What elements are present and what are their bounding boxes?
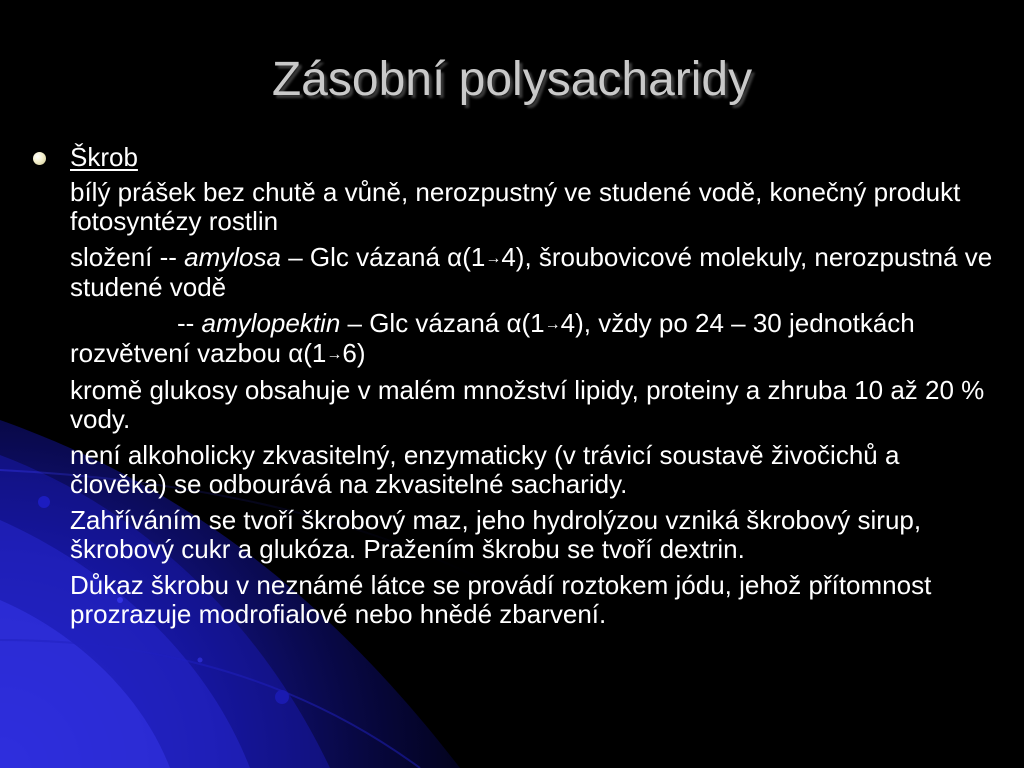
paragraph-amylosa xyxy=(70,243,1000,302)
arrow-icon: → xyxy=(544,316,561,333)
paragraph-amylopektin xyxy=(70,309,1000,369)
amylopektin-suffix: 6) xyxy=(342,338,366,368)
bullet-item-skrob xyxy=(30,142,1000,172)
amylosa-prefix: složení -- xyxy=(70,242,185,272)
amylopektin-mid2: 4), vždy po 24 – 30 jednotkách rozvětvení vazbou α(1 xyxy=(70,308,915,368)
paragraph-iodine-test: Důkaz škrobu v neznámé látce se provádí roztokem jódu, jehož přítomnost prozrazuje modrofialové nebo hnědé zbarvení. xyxy=(70,570,932,629)
paragraph-fermentation: není alkoholicky zkvasitelný, enzymaticky (v trávicí soustavě živočichů a člověka) se odbourává na zkvasitelné sacharidy. xyxy=(70,440,900,499)
bullet-dot-icon xyxy=(33,152,46,165)
bullet-text: Škrob xyxy=(70,142,138,172)
paragraph-composition: kromě glukosy obsahuje v malém množství lipidy, proteiny a zhruba 10 až 20 % vody. xyxy=(70,375,985,434)
slide-title: Zásobní polysacharidy xyxy=(271,53,753,106)
amylopektin-term: amylopektin xyxy=(201,308,341,338)
amylosa-term: amylosa xyxy=(184,242,281,272)
arrow-icon: → xyxy=(485,250,502,267)
amylopektin-mid1: – Glc vázaná α(1 xyxy=(340,308,545,338)
paragraph-heating: Zahříváním se tvoří škrobový maz, jeho hydrolýzou vzniká škrobový sirup, škrobový cukr a glukóza. Pražením škrobu se tvoří dextrin. xyxy=(70,505,922,564)
arrow-icon: → xyxy=(326,346,343,363)
amylopektin-prefix: -- xyxy=(177,308,202,338)
amylosa-suffix: 4), šroubovicové molekuly, nerozpustná ve studené vodě xyxy=(70,242,993,302)
paragraph-description: bílý prášek bez chutě a vůně, nerozpustný ve studené vodě, konečný produkt fotosyntézy rostlin xyxy=(70,177,961,236)
slide-body xyxy=(30,142,1000,636)
amylosa-mid: – Glc vázaná α(1 xyxy=(280,242,486,272)
